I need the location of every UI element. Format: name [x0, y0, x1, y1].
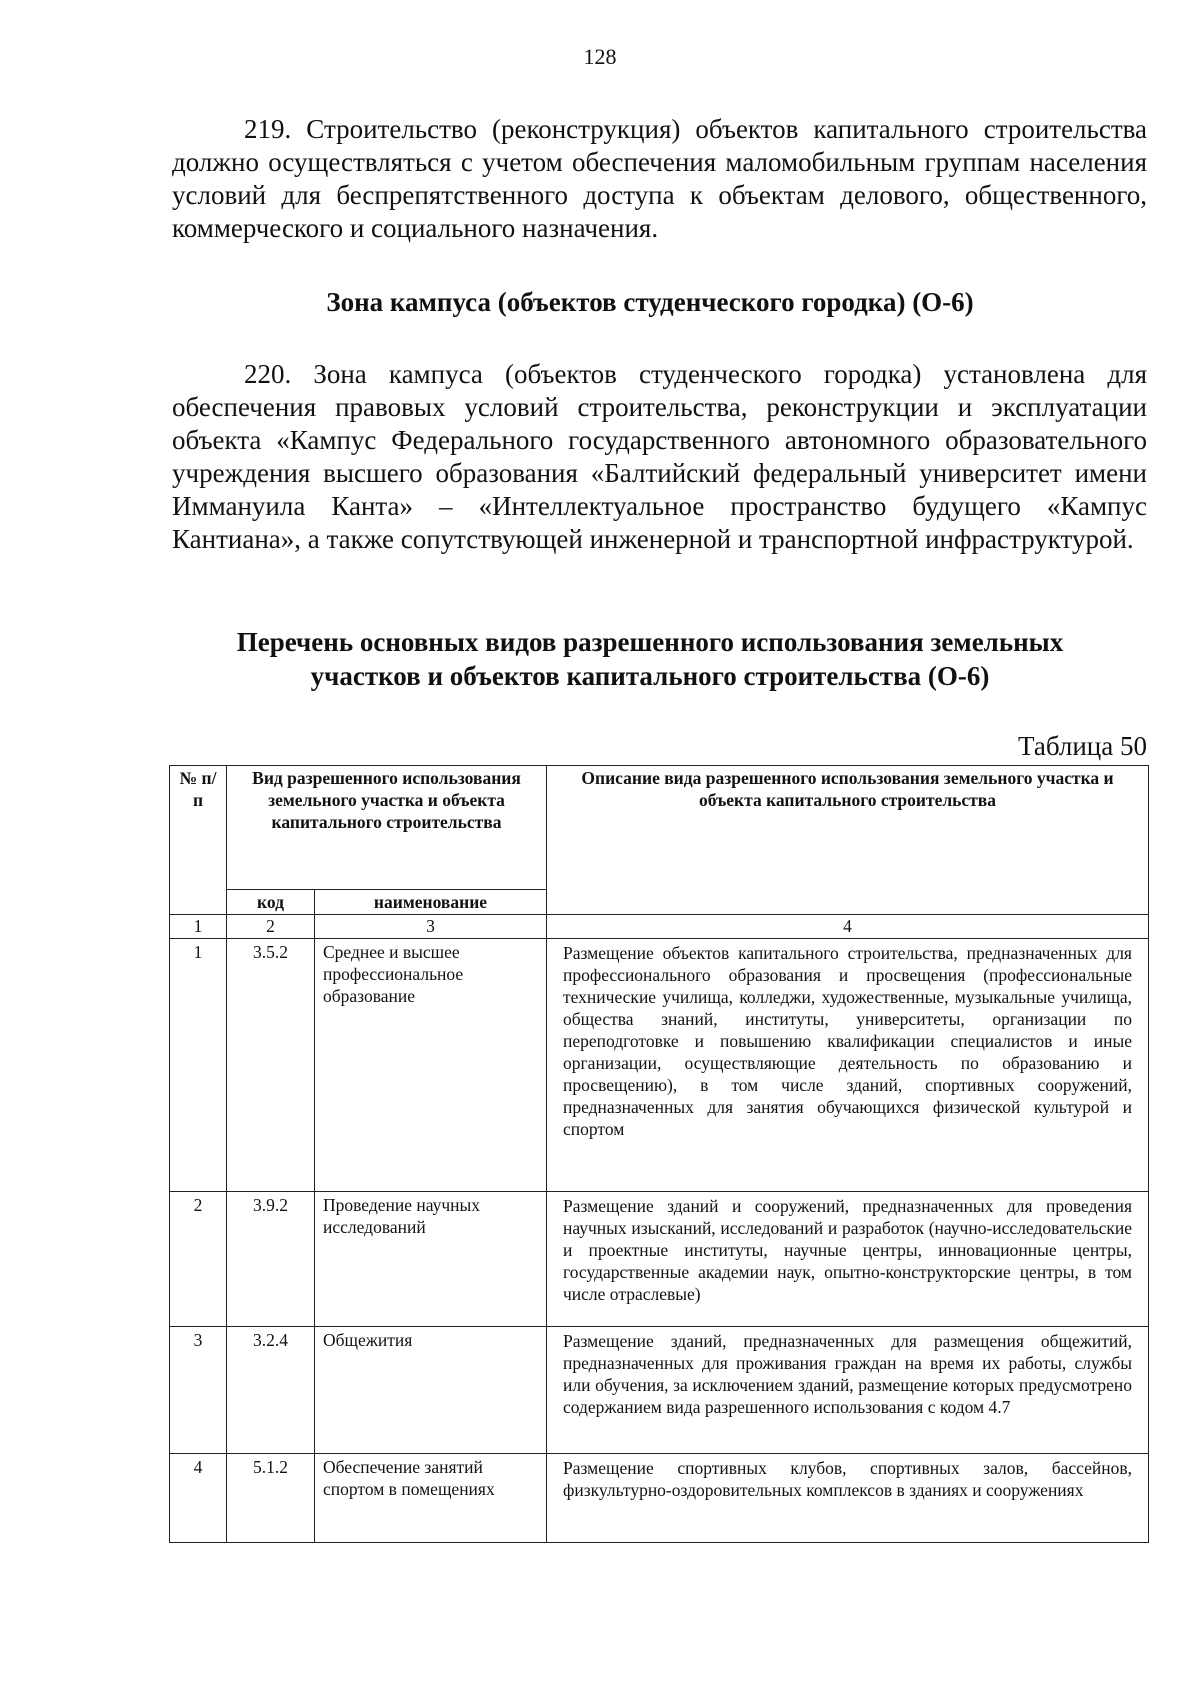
row-desc: Размещение зданий и сооружений, предназначенных для проведения научных изысканий, исследований и разработок (научно-исследовательские и проектные институты, научные центры, инновационные центры, государственные академии наук, опытно-конструкторские центры, в том числе отраслевые) [547, 1192, 1149, 1327]
row-name: Общежития [315, 1327, 547, 1454]
table-row [170, 939, 1149, 1192]
table-row [170, 1454, 1149, 1543]
header-num: № п/п [170, 766, 227, 915]
row-desc: Размещение зданий, предназначенных для размещения общежитий, предназначенных для проживания граждан на время их работы, службы или обучения, за исключением зданий, размещение которых предусмотрено содержанием вида разрешенного использования с кодом 4.7 [547, 1327, 1149, 1454]
column-number: 1 [170, 915, 227, 939]
row-desc: Размещение объектов капитального строительства, предназначенных для профессионального образования и просвещения (профессиональные технические училища, колледжи, художественные, музыкальные училища, общества знаний, институты, университеты, организации по переподготовке и повышению квалификации специалистов и иные организации, осуществляющие деятельность по образованию и просвещению), в том числе зданий, спортивных сооружений, предназначенных для занятия обучающихся физической культурой и спортом [547, 939, 1149, 1192]
table-row [170, 1192, 1149, 1327]
header-type: Вид разрешенного использования земельного участка и объекта капитального строительства [227, 766, 547, 890]
table-caption: Таблица 50 [1018, 731, 1147, 761]
column-number: 4 [547, 915, 1149, 939]
header-desc: Описание вида разрешенного использования земельного участка и объекта капитального строительства [547, 766, 1149, 915]
row-num: 1 [170, 939, 227, 1192]
header-code: код [227, 890, 315, 915]
row-name: Обеспечение занятий спортом в помещениях [315, 1454, 547, 1543]
row-desc: Размещение спортивных клубов, спортивных залов, бассейнов, физкультурно-оздоровительных комплексов в зданиях и сооружениях [547, 1454, 1149, 1543]
zone-heading: Зона кампуса (объектов студенческого городка) (О-6) [326, 287, 974, 317]
page-number: 128 [583, 44, 617, 69]
list-heading-line-1: Перечень основных видов разрешенного использования земельных [236, 627, 1064, 657]
row-num: 4 [170, 1454, 227, 1543]
row-num: 2 [170, 1192, 227, 1327]
row-code: 3.9.2 [227, 1192, 315, 1327]
paragraph-220: 220. Зона кампуса (объектов студенческого городка) установлена для обеспечения правовых условий строительства, реконструкции и эксплуатации объекта «Кампус Федерального государственного автономного образовательного учреждения высшего образования «Балтийский федеральный университет имени Иммануила Канта» – «Интеллектуальное пространство будущего «Кампус Кантиана», а также сопутствующей инженерной и транспортной инфраструктурой. [172, 359, 1147, 554]
row-name: Среднее и высшее профессиональное образование [315, 939, 547, 1192]
table-row [170, 1327, 1149, 1454]
column-number: 2 [227, 915, 315, 939]
row-num: 3 [170, 1327, 227, 1454]
paragraph-219: 219. Строительство (реконструкция) объектов капитального строительства должно осуществляться с учетом обеспечения маломобильным группам населения условий для беспрепятственного доступа к объектам делового, общественного, коммерческого и социального назначения. [172, 114, 1147, 243]
list-heading [150, 625, 1150, 693]
column-number-row [170, 915, 1149, 939]
row-name: Проведение научных исследований [315, 1192, 547, 1327]
row-code: 3.5.2 [227, 939, 315, 1192]
row-code: 5.1.2 [227, 1454, 315, 1543]
land-use-table [169, 765, 1149, 1543]
row-code: 3.2.4 [227, 1327, 315, 1454]
column-number: 3 [315, 915, 547, 939]
list-heading-line-2: участков и объектов капитального строительства (О-6) [310, 661, 990, 691]
header-name: наименование [315, 890, 547, 915]
table-header-row [170, 766, 1149, 890]
